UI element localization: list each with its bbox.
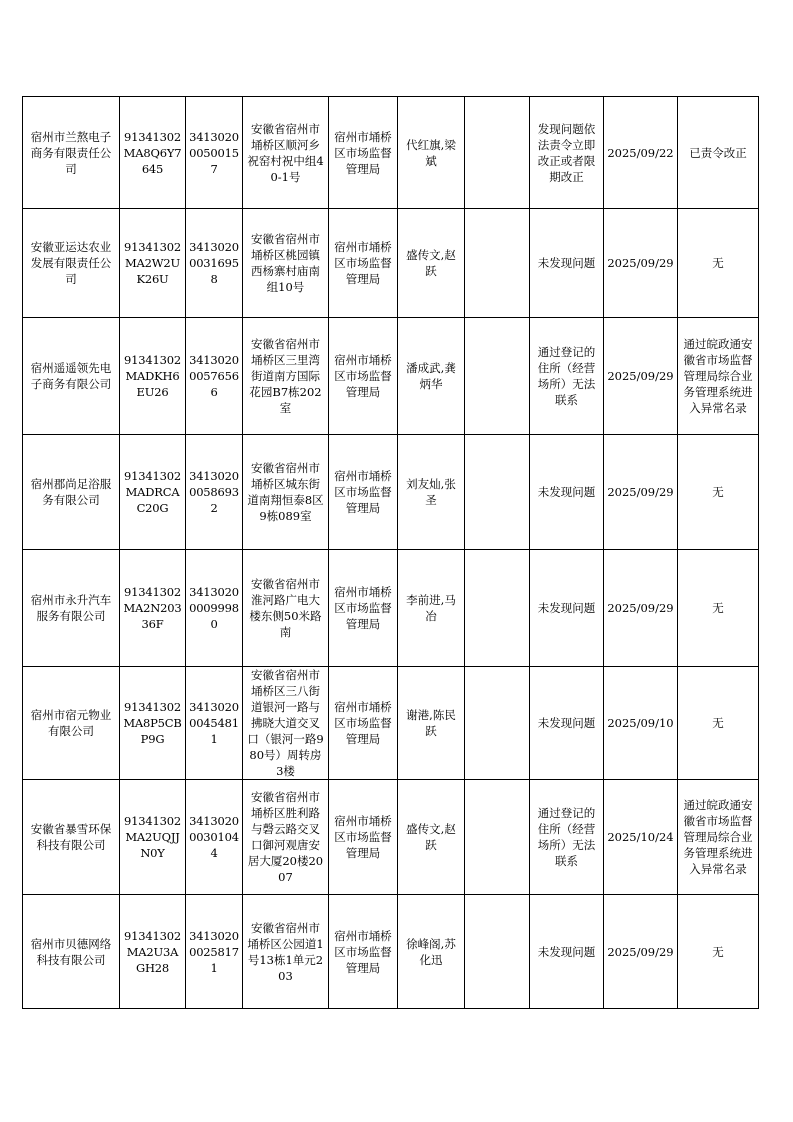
date-cell: 2025/09/29: [604, 209, 678, 318]
action-cell: 通过皖政通安徽省市场监督管理局综合业务管理系统进入异常名录: [678, 318, 759, 435]
inspectors-cell: 徐峰阁,苏化迅: [398, 895, 465, 1009]
empty-cell: [465, 97, 530, 209]
date-cell: 2025/10/24: [604, 780, 678, 895]
registration-number-cell: 341302000316958: [186, 209, 243, 318]
action-cell: 无: [678, 435, 759, 550]
authority-cell: 宿州市埇桥区市场监督管理局: [329, 550, 398, 667]
address-cell: 安徽省宿州市埇桥区三八街道银河一路与拂晓大道交叉口（银河一路980号）周转房3楼: [243, 667, 329, 780]
company-name-cell: 安徽省暴雪环保科技有限公司: [23, 780, 120, 895]
company-name-cell: 宿州市永升汽车服务有限公司: [23, 550, 120, 667]
credit-code-cell: 91341302MADKH6EU26: [120, 318, 186, 435]
inspectors-cell: 李前进,马冶: [398, 550, 465, 667]
action-cell: 无: [678, 209, 759, 318]
table-row: [23, 895, 759, 1009]
registration-number-cell: 341302000586932: [186, 435, 243, 550]
registration-number-cell: 341302000301044: [186, 780, 243, 895]
action-cell: 无: [678, 667, 759, 780]
inspectors-cell: 盛传文,赵跃: [398, 780, 465, 895]
date-cell: 2025/09/10: [604, 667, 678, 780]
address-cell: 安徽省宿州市埇桥区顺河乡祝窑村祝中组40-1号: [243, 97, 329, 209]
authority-cell: 宿州市埇桥区市场监督管理局: [329, 895, 398, 1009]
action-cell: 无: [678, 895, 759, 1009]
address-cell: 安徽省宿州市淮河路广电大楼东侧50米路南: [243, 550, 329, 667]
address-cell: 安徽省宿州市埇桥区三里湾街道南方国际花园B7栋202室: [243, 318, 329, 435]
date-cell: 2025/09/29: [604, 435, 678, 550]
action-cell: 通过皖政通安徽省市场监督管理局综合业务管理系统进入异常名录: [678, 780, 759, 895]
company-name-cell: 宿州市兰熬电子商务有限责任公司: [23, 97, 120, 209]
inspection-result-cell: 未发现问题: [530, 895, 604, 1009]
empty-cell: [465, 550, 530, 667]
registration-number-cell: 341302000500157: [186, 97, 243, 209]
table-row: [23, 97, 759, 209]
credit-code-cell: 91341302MA8P5CBP9G: [120, 667, 186, 780]
inspectors-cell: 代红旗,梁斌: [398, 97, 465, 209]
date-cell: 2025/09/29: [604, 895, 678, 1009]
registration-number-cell: 341302000454811: [186, 667, 243, 780]
action-cell: 已责令改正: [678, 97, 759, 209]
credit-code-cell: 91341302MA2N20336F: [120, 550, 186, 667]
inspection-result-cell: 通过登记的住所（经营场所）无法联系: [530, 318, 604, 435]
empty-cell: [465, 780, 530, 895]
inspection-results-table: [22, 96, 759, 1009]
registration-number-cell: 341302000258171: [186, 895, 243, 1009]
credit-code-cell: 91341302MADRCAC20G: [120, 435, 186, 550]
authority-cell: 宿州市埇桥区市场监督管理局: [329, 435, 398, 550]
credit-code-cell: 91341302MA2U3AGH28: [120, 895, 186, 1009]
empty-cell: [465, 435, 530, 550]
table-row: [23, 318, 759, 435]
date-cell: 2025/09/22: [604, 97, 678, 209]
company-name-cell: 宿州郡尚足浴服务有限公司: [23, 435, 120, 550]
table-row: [23, 209, 759, 318]
table-row: [23, 435, 759, 550]
empty-cell: [465, 318, 530, 435]
date-cell: 2025/09/29: [604, 318, 678, 435]
empty-cell: [465, 895, 530, 1009]
address-cell: 安徽省宿州市埇桥区桃园镇西杨寨村庙南组10号: [243, 209, 329, 318]
company-name-cell: 宿州遥遥领先电子商务有限公司: [23, 318, 120, 435]
table-row: [23, 550, 759, 667]
table-row: [23, 780, 759, 895]
authority-cell: 宿州市埇桥区市场监督管理局: [329, 667, 398, 780]
authority-cell: 宿州市埇桥区市场监督管理局: [329, 780, 398, 895]
inspection-result-cell: 发现问题依法责令立即改正或者限期改正: [530, 97, 604, 209]
registration-number-cell: 341302000099980: [186, 550, 243, 667]
empty-cell: [465, 209, 530, 318]
company-name-cell: 宿州市贝德网络科技有限公司: [23, 895, 120, 1009]
credit-code-cell: 91341302MA2W2UK26U: [120, 209, 186, 318]
action-cell: 无: [678, 550, 759, 667]
date-cell: 2025/09/29: [604, 550, 678, 667]
company-name-cell: 安徽亚运达农业发展有限责任公司: [23, 209, 120, 318]
registration-number-cell: 341302000576566: [186, 318, 243, 435]
inspection-result-cell: 通过登记的住所（经营场所）无法联系: [530, 780, 604, 895]
address-cell: 安徽省宿州市埇桥区城东街道南翔恒泰8区9栋089室: [243, 435, 329, 550]
table-row: [23, 667, 759, 780]
credit-code-cell: 91341302MA8Q6Y7645: [120, 97, 186, 209]
authority-cell: 宿州市埇桥区市场监督管理局: [329, 209, 398, 318]
empty-cell: [465, 667, 530, 780]
authority-cell: 宿州市埇桥区市场监督管理局: [329, 97, 398, 209]
inspection-result-cell: 未发现问题: [530, 435, 604, 550]
address-cell: 安徽省宿州市埇桥区胜利路与磬云路交叉口御河观唐安居大厦20楼2007: [243, 780, 329, 895]
inspection-result-cell: 未发现问题: [530, 667, 604, 780]
company-name-cell: 宿州市宿元物业有限公司: [23, 667, 120, 780]
inspectors-cell: 谢港,陈民跃: [398, 667, 465, 780]
inspectors-cell: 刘友灿,张圣: [398, 435, 465, 550]
inspectors-cell: 盛传文,赵跃: [398, 209, 465, 318]
inspectors-cell: 潘成武,龚炳华: [398, 318, 465, 435]
inspection-result-cell: 未发现问题: [530, 550, 604, 667]
inspection-result-cell: 未发现问题: [530, 209, 604, 318]
authority-cell: 宿州市埇桥区市场监督管理局: [329, 318, 398, 435]
credit-code-cell: 91341302MA2UQJJN0Y: [120, 780, 186, 895]
address-cell: 安徽省宿州市埇桥区公园道1号13栋1单元203: [243, 895, 329, 1009]
